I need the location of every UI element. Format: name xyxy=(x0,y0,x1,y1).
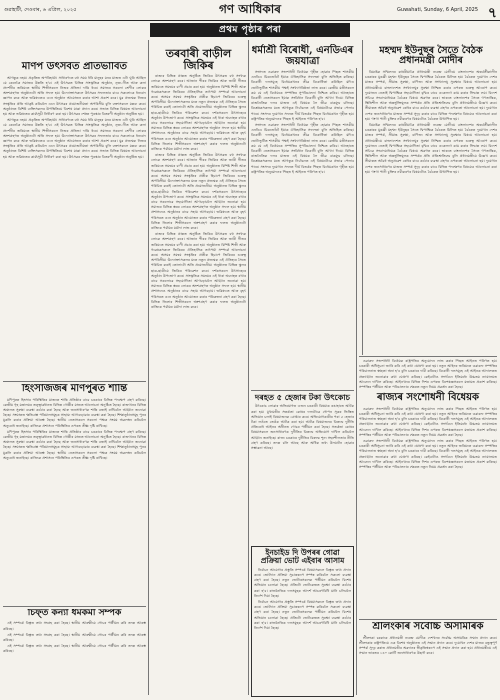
headline: ৰাজ্যৰ সংশোধনী বিধেয়ক xyxy=(376,392,480,404)
headline: ধৰ্মাশ্ৰী বিৰোধী, এনডিএৰ জয়যাত্ৰা xyxy=(251,45,354,67)
article-manipur-peace xyxy=(3,384,146,604)
article-body: সংসদত ওৱাকফ সংশোধনী বিধেয়ক গৃহীত হোৱাৰ পিছত শাসকীয় এনডিএ মিত্ৰজোঁটে ইয়াক ঐতিহাসিক সফলতা বুলি অভিহিত কৰিছে। বিৰোধী দলসমূহে বিধেয়কখনৰ তীব্ৰ বিৰোধিতা কৰিছিল যদিও ভোটাভুটিত শাসকীয় পক্ষই সংখ্যাগৰিষ্ঠতা লাভ কৰে। কেন্দ্ৰীয় মন্ত্ৰীসকলে কয় যে এই বিধেয়কে সম্পত্তিৰ সুপৰিচালনা নিশ্চিত কৰিব। আনহাতে বিৰোধী নেতাসকলে ইয়াক সংবিধান বিৰোধী বুলি আখ্যা দিয়ে। বিভিন্ন ৰাজনৈতিক দলৰ মাজত এই বিষয়ক লৈ তীব্ৰ বাকযুদ্ধ চলিছে। বিশ্লেষকসকলৰ মতে আগন্তুক নিৰ্বাচনত এই বিষয়টোৱে প্ৰভাৱ পেলাব পাৰে। সংসদৰ দুয়োখন সদনত দীৰ্ঘ বিতৰ্কৰ পিছত বিধেয়কখন গৃহীত হয়। ৰাষ্ট্ৰপতিৰ অনুমোদনৰ পিছত ই আইনত পৰিণত হ'ব। সংসদত ওৱাকফ সংশোধনী বিধেয়ক গৃহীত হোৱাৰ পিছত শাসকীয় এনডিএ মিত্ৰজোঁটে ইয়াক ঐতিহাসিক সফলতা বুলি অভিহিত কৰিছে। বিৰোধী দলসমূহে বিধেয়কখনৰ তীব্ৰ বিৰোধিতা কৰিছিল যদিও ভোটাভুটিত শাসকীয় পক্ষই সংখ্যাগৰিষ্ঠতা লাভ কৰে। কেন্দ্ৰীয় মন্ত্ৰীসকলে কয় যে এই বিধেয়কে সম্পত্তিৰ সুপৰিচালনা নিশ্চিত কৰিব। আনহাতে বিৰোধী নেতাসকলে ইয়াক সংবিধান বিৰোধী বুলি আখ্যা দিয়ে। বিভিন্ন ৰাজনৈতিক দলৰ মাজত এই বিষয়ক লৈ তীব্ৰ বাকযুদ্ধ চলিছে। বিশ্লেষকসকলৰ মতে আগন্তুক নিৰ্বাচনত এই বিষয়টোৱে প্ৰভাৱ পেলাব পাৰে। সংসদৰ দুয়োখন সদনত দীৰ্ঘ বিতৰ্কৰ পিছত বিধেয়কখন গৃহীত হয়। ৰাষ্ট্ৰপতিৰ অনুমোদনৰ পিছত ই আইনত পৰিণত হ'ব। xyxy=(251,70,354,174)
article-divider xyxy=(359,356,497,357)
article-body-top: ওৱাকফ সংশোধনী বিধেয়ক ৰাষ্ট্ৰপতিৰ অনুমোদন লাভ কৰাৰ পিছত আইনত পৰিণত হয়। চৰকাৰী অধিসূচনা জাৰি কৰি এই কথা ঘোষণা কৰা হয়। নতুন আইনৰ জৰিয়তে ওৱাকফ সম্পত্তিৰ পৰিচালনাত স্বচ্ছতা অনা হ'ব বুলি চৰকাৰে দাবী কৰিছে। বিৰোধী দলসমূহে এই আইনক আদালতত প্ৰত্যাহ্বান জনোৱাৰ কথা ঘোষণা কৰিছে। কেইবাটাও সংগঠনে ইতিমধ্যে উচ্চতম ন্যায়ালয়ত আবেদন দাখিল কৰিছে। আইনখনৰ বিভিন্ন দিশৰ ওপৰত বিশেষজ্ঞসকলে মতামত প্ৰকাশ কৰিছে। সম্পত্তিৰ পঞ্জীয়ন আৰু পৰিচালনাৰ ক্ষেত্ৰত নতুন নিয়ম প্ৰৱৰ্তন কৰা হৈছে। xyxy=(359,359,497,390)
headline: তৰবাৰী বাড়ীল জিকিৰ xyxy=(165,47,232,72)
article-manipur-festival xyxy=(3,62,146,380)
article-divider xyxy=(251,390,354,391)
column-rule xyxy=(248,40,249,695)
headline: মহম্মদ ইউনুছৰ সৈতে বৈঠক প্ৰধানমন্ত্ৰী মোদীৰ xyxy=(379,45,483,66)
article-modi-yunus xyxy=(365,44,497,354)
section-banner: প্ৰথম পৃষ্ঠাৰ পৰা xyxy=(150,23,350,37)
article-body: মণিপুৰত হিংসাৰ পৰিস্থিতিৰ মাজতে শান্তি প্ৰতিষ্ঠাৰ বাবে চৰকাৰে বিভিন্ন পদক্ষেপ গ্ৰহণ কৰিছে। কেন্দ্ৰীয় গৃহ মন্ত্ৰালয়ৰ তত্ত্বাৱধানত বিভিন্ন গোষ্ঠীৰ মাজত আলোচনা অনুষ্ঠিত হৈছে। ৰাজ্যখনৰ বিভিন্ন অঞ্চলত সুৰক্ষা ব্যৱস্থা কঠোৰ কৰা হৈছে আৰু জনসাধাৰণক শান্তি বজাই ৰাখিবলৈ আহ্বান জনোৱা হৈছে। সংঘাতত ক্ষতিগ্ৰস্ত পৰিয়ালসমূহক সাহায্য আগবঢ়োৱাৰ ব্যৱস্থা কৰা হৈছে। শিক্ষানুষ্ঠানসমূহ পুনৰ মুকলি কৰাৰ প্ৰক্ৰিয়া আৰম্ভ হৈছে। স্থানীয় নেতাসকলে সকলো পক্ষক সংযম অৱলম্বন কৰিবলৈ অনুৰোধ জনাইছে। ৰাজ্যিক প্ৰশাসনে পৰিস্থিতিৰ ওপৰত তীক্ষ্ণ দৃষ্টি ৰাখিছে। মণিপুৰত হিংসাৰ পৰিস্থিতিৰ মাজতে শান্তি প্ৰতিষ্ঠাৰ বাবে চৰকাৰে বিভিন্ন পদক্ষেপ গ্ৰহণ কৰিছে। কেন্দ্ৰীয় গৃহ মন্ত্ৰালয়ৰ তত্ত্বাৱধানত বিভিন্ন গোষ্ঠীৰ মাজত আলোচনা অনুষ্ঠিত হৈছে। ৰাজ্যখনৰ বিভিন্ন অঞ্চলত সুৰক্ষা ব্যৱস্থা কঠোৰ কৰা হৈছে আৰু জনসাধাৰণক শান্তি বজাই ৰাখিবলৈ আহ্বান জনোৱা হৈছে। সংঘাতত ক্ষতিগ্ৰস্ত পৰিয়ালসমূহক সাহায্য আগবঢ়োৱাৰ ব্যৱস্থা কৰা হৈছে। শিক্ষানুষ্ঠানসমূহ পুনৰ মুকলি কৰাৰ প্ৰক্ৰিয়া আৰম্ভ হৈছে। স্থানীয় নেতাসকলে সকলো পক্ষক সংযম অৱলম্বন কৰিবলৈ অনুৰোধ জনাইছে। ৰাজ্যিক প্ৰশাসনে পৰিস্থিতিৰ ওপৰত তীক্ষ্ণ দৃষ্টি ৰাখিছে। xyxy=(3,397,146,460)
article-divider xyxy=(3,606,146,607)
article-bribe xyxy=(251,393,354,543)
article-divider xyxy=(359,619,497,620)
article-body: বিমষ্টেক সন্মিলনৰ কাষৰীয়াকৈ প্ৰধানমন্ত্ৰী নৰেন্দ্ৰ মোদীয়ে বাংলাদেশৰ অন্তৰ্বৰ্তীকালীন চৰকাৰৰ মুৰব্বী মহম্মদ ইউনুছৰ সৈতে দ্বিপাক্ষিক বৈঠকত মিলিত হয়। বৈঠকত দুয়োখন দেশৰ মাজৰ সম্পৰ্ক, সীমান্ত সুৰক্ষা, বাণিজ্য আৰু সংখ্যালঘু সুৰক্ষাৰ বিষয়ে আলোচনা হয়। প্ৰধানমন্ত্ৰীয়ে বাংলাদেশত সংখ্যালঘুৰ সুৰক্ষা নিশ্চিত কৰাৰ ওপৰত গুৰুত্ব আৰোপ কৰে। দুয়োজন নেতাই দ্বিপাক্ষিক সহযোগিতা বৃদ্ধিৰ বাবে একেলগে কাম কৰাৰ সিদ্ধান্ত লয়। বিদেশ সচিৱে সংবাদমাধ্যমক বৈঠকৰ বিষয়ে অৱগত কৰে। ভাৰতে বাংলাদেশৰ সৈতে গণতান্ত্ৰিক, স্থিতিশীল আৰু অন্তৰ্ভুক্তিমূলক সম্পৰ্কৰ প্ৰতি প্ৰতিশ্ৰুতিবদ্ধ বুলি প্ৰধানমন্ত্ৰীয়ে উল্লেখ কৰে। সীমান্তত অবৈধ অনুপ্ৰৱেশ ৰোধৰ বাবে কঠোৰ ব্যৱস্থা গ্ৰহণৰ ওপৰতো আলোচনা হয়। দুয়োখন দেশৰ জনসাধাৰণৰ মাজত সম্পৰ্ক সুদৃঢ় কৰাৰ বাবে বিভিন্ন পদক্ষেপৰ বিষয়েও আলোচনা কৰা হয়। গংগা পানী চুক্তিৰ নবীকৰণৰ বিষয়টোও বৈঠকত উত্থাপিত হয়। বিমষ্টেক সন্মিলনৰ কাষৰীয়াকৈ প্ৰধানমন্ত্ৰী নৰেন্দ্ৰ মোদীয়ে বাংলাদেশৰ অন্তৰ্বৰ্তীকালীন চৰকাৰৰ মুৰব্বী মহম্মদ ইউনুছৰ সৈতে দ্বিপাক্ষিক বৈঠকত মিলিত হয়। বৈঠকত দুয়োখন দেশৰ মাজৰ সম্পৰ্ক, সীমান্ত সুৰক্ষা, বাণিজ্য আৰু সংখ্যালঘু সুৰক্ষাৰ বিষয়ে আলোচনা হয়। প্ৰধানমন্ত্ৰীয়ে বাংলাদেশত সংখ্যালঘুৰ সুৰক্ষা নিশ্চিত কৰাৰ ওপৰত গুৰুত্ব আৰোপ কৰে। দুয়োজন নেতাই দ্বিপাক্ষিক সহযোগিতা বৃদ্ধিৰ বাবে একেলগে কাম কৰাৰ সিদ্ধান্ত লয়। বিদেশ সচিৱে সংবাদমাধ্যমক বৈঠকৰ বিষয়ে অৱগত কৰে। ভাৰতে বাংলাদেশৰ সৈতে গণতান্ত্ৰিক, স্থিতিশীল আৰু অন্তৰ্ভুক্তিমূলক সম্পৰ্কৰ প্ৰতি প্ৰতিশ্ৰুতিবদ্ধ বুলি প্ৰধানমন্ত্ৰীয়ে উল্লেখ কৰে। সীমান্তত অবৈধ অনুপ্ৰৱেশ ৰোধৰ বাবে কঠোৰ ব্যৱস্থা গ্ৰহণৰ ওপৰতো আলোচনা হয়। দুয়োখন দেশৰ জনসাধাৰণৰ মাজত সম্পৰ্ক সুদৃঢ় কৰাৰ বাবে বিভিন্ন পদক্ষেপৰ বিষয়েও আলোচনা কৰা হয়। গংগা পানী চুক্তিৰ নবীকৰণৰ বিষয়টোও বৈঠকত উত্থাপিত হয়। xyxy=(365,69,497,174)
article-body: আগন্তুক নহয়। প্ৰকৃতিত অপৰিহাৰ্য্য। সাধাৰণতে বহু সময় ধৰি মানুহৰ মনৰ মাজত এটা ঘূৰি আছিল যে কেনেকৈ সমাজৰ উন্নতি হ'ব। এই উৎসৱত বিভিন্ন সাংস্কৃতিক অনুষ্ঠান, নৃত্য-গীত আৰু কলা প্ৰদৰ্শনীৰ জৰিয়তে স্থানীয় শিল্পীসকলে নিজৰ প্ৰতিভা দাঙি ধৰে। সমাজৰ সকলো শ্ৰেণীৰ লোকৰ অংশগ্ৰহণত অনুষ্ঠানটো অতি সফল হয়। উদ্যোক্তাসকলে উৎসৱৰ সফলতাৰ বাবে সকলোকে ধন্যবাদ জ্ঞাপন কৰে আৰু ভৱিষ্যতেও এনে অনুষ্ঠান আয়োজন কৰাৰ আশা প্ৰকাশ কৰে। যুৱ প্ৰজন্মক নিজৰ সংস্কৃতিৰ প্ৰতি আকৃষ্ট কৰিবলৈ এনে উৎসৱৰ প্ৰয়োজনীয়তা অপৰিসীম বুলি বক্তাসকলে মন্তব্য কৰে। অনুষ্ঠানত বিশিষ্ট ব্যক্তিসকলৰ উপস্থিতিয়ে বিশেষ মাত্ৰা প্ৰদান কৰে। সভাত বিভিন্ন বিষয়ত আলোচনা হয় আৰু ভৱিষ্যতৰ কাৰ্য্যসূচী নিৰ্ধাৰণ কৰা হয়। উৎসৱৰ শেষত পুৰস্কাৰ বিতৰণী অনুষ্ঠান অনুষ্ঠিত হয়। আগন্তুক নহয়। প্ৰকৃতিত অপৰিহাৰ্য্য। সাধাৰণতে বহু সময় ধৰি মানুহৰ মনৰ মাজত এটা ঘূৰি আছিল যে কেনেকৈ সমাজৰ উন্নতি হ'ব। এই উৎসৱত বিভিন্ন সাংস্কৃতিক অনুষ্ঠান, নৃত্য-গীত আৰু কলা প্ৰদৰ্শনীৰ জৰিয়তে স্থানীয় শিল্পীসকলে নিজৰ প্ৰতিভা দাঙি ধৰে। সমাজৰ সকলো শ্ৰেণীৰ লোকৰ অংশগ্ৰহণত অনুষ্ঠানটো অতি সফল হয়। উদ্যোক্তাসকলে উৎসৱৰ সফলতাৰ বাবে সকলোকে ধন্যবাদ জ্ঞাপন কৰে আৰু ভৱিষ্যতেও এনে অনুষ্ঠান আয়োজন কৰাৰ আশা প্ৰকাশ কৰে। যুৱ প্ৰজন্মক নিজৰ সংস্কৃতিৰ প্ৰতি আকৃষ্ট কৰিবলৈ এনে উৎসৱৰ প্ৰয়োজনীয়তা অপৰিসীম বুলি বক্তাসকলে মন্তব্য কৰে। অনুষ্ঠানত বিশিষ্ট ব্যক্তিসকলৰ উপস্থিতিয়ে বিশেষ মাত্ৰা প্ৰদান কৰে। সভাত বিভিন্ন বিষয়ত আলোচনা হয় আৰু ভৱিষ্যতৰ কাৰ্য্যসূচী নিৰ্ধাৰণ কৰা হয়। উৎসৱৰ শেষত পুৰস্কাৰ বিতৰণী অনুষ্ঠান অনুষ্ঠিত হয়। xyxy=(3,75,146,159)
article-body: এই সম্পৰ্কে বিস্তৃত তথ্য সংগ্ৰহ কৰা হৈছে। স্থানীয় আৰক্ষীয়ে গোচৰ পঞ্জীয়ন কৰি তদন্ত আৰম্ভ কৰিছে। এই সম্পৰ্কে বিস্তৃত তথ্য সংগ্ৰহ কৰা হৈছে। স্থানীয় আৰক্ষীয়ে গোচৰ পঞ্জীয়ন কৰি তদন্ত আৰম্ভ কৰিছে। এই সম্পৰ্কে বিস্তৃত তথ্য সংগ্ৰহ কৰা হৈছে। স্থানীয় আৰক্ষীয়ে গোচৰ পঞ্জীয়ন কৰি তদন্ত আৰম্ভ কৰিছে। xyxy=(3,621,146,654)
article-nda xyxy=(251,44,354,389)
masthead-date-english: Guwahati, Sunday, 6 April, 2025 xyxy=(397,7,478,13)
headline: চিফ্‌ত কন্যা ধৰ্মকৰ্মী সম্পৰ্ক xyxy=(27,609,122,618)
article-srilanka xyxy=(359,622,497,697)
column-rule xyxy=(362,40,363,355)
article-body: শ্ৰীলংকা চৰকাৰে প্ৰধানমন্ত্ৰী নৰেন্দ্ৰ মোদীক দেশখনৰ সৰ্বোচ্চ অসামৰিক সন্মান প্ৰদান কৰে। শ্ৰীলংকাৰ ৰাষ্ট্ৰপতিয়ে এক বিশেষ অনুষ্ঠানত এই সন্মান প্ৰদান কৰে। দুয়োখন দেশৰ মাজৰ বন্ধুত্বপূৰ্ণ সম্পৰ্ক সুদৃঢ় কৰাত প্ৰধানমন্ত্ৰীৰ অৱদানৰ স্বীকৃতিস্বৰূপে এই সন্মান প্ৰদান কৰা হয়। প্ৰধানমন্ত্ৰীয়ে এই সন্মান ভাৰতৰ ১৪০ কোটি জনসাধাৰণক উছৰ্গা কৰে। xyxy=(359,635,497,656)
headline: শ্ৰীলংকাৰ সৰ্বোচ্চ অসামৰিক xyxy=(372,622,484,632)
article-divider xyxy=(3,381,146,382)
masthead xyxy=(0,0,500,21)
article-chief-daughter xyxy=(3,609,146,697)
article-body: উৎকোচ লোৱাৰ অভিযোগত এজন চৰকাৰী বিষয়াক ৰঙাহাতে আটক কৰা হয়। মুখ্যমন্ত্ৰীৰ সতৰ্কতা কোষৰ দলটোৱে গোপন সূত্ৰৰ ভিত্তিত অভিযান চলাই বিষয়াজনক গ্ৰেপ্তাৰ কৰে। অভিযোগকাৰীৰ পৰা ৫ হেজাৰ টকা লওঁতে তেওঁক আটক কৰা হয়। আটক বিষয়াজনৰ বিৰুদ্ধে দুৰ্নীতি প্ৰতিৰোধ আইনৰ অধীনত গোচৰ পঞ্জীয়ন কৰা হৈছে। সতৰ্কতা কোষৰ বিষয়াসকলে জনসাধাৰণক দুৰ্নীতিৰ বিৰুদ্ধে অভিযোগ দাখিল কৰিবলৈ আহ্বান জনাইছে। ৰাজ্য চৰকাৰে দুৰ্নীতিৰ বিৰুদ্ধে শূন্য সহনশীলতাৰ নীতি গ্ৰহণ কৰিছে। তদন্ত চলি আছে আৰু অধিক তথ্য উদঘাটন হোৱাৰ সম্ভাৱনা আছে। xyxy=(251,404,354,451)
headline: ইনচাইড দি উপৰৰ গোৱা প্ৰক্ৰিয়া ভোট এইবাৰ আসাম xyxy=(260,548,345,565)
headline: মণিপ উৎসবত প্ৰতিভাবিত xyxy=(21,62,128,72)
article-body: ওৱাকফ সংশোধনী বিধেয়ক ৰাষ্ট্ৰপতিৰ অনুমোদন লাভ কৰাৰ পিছত আইনত পৰিণত হয়। চৰকাৰী অধিসূচনা জাৰি কৰি এই কথা ঘোষণা কৰা হয়। নতুন আইনৰ জৰিয়তে ওৱাকফ সম্পত্তিৰ পৰিচালনাত স্বচ্ছতা অনা হ'ব বুলি চৰকাৰে দাবী কৰিছে। বিৰোধী দলসমূহে এই আইনক আদালতত প্ৰত্যাহ্বান জনোৱাৰ কথা ঘোষণা কৰিছে। কেইবাটাও সংগঠনে ইতিমধ্যে উচ্চতম ন্যায়ালয়ত আবেদন দাখিল কৰিছে। আইনখনৰ বিভিন্ন দিশৰ ওপৰত বিশেষজ্ঞসকলে মতামত প্ৰকাশ কৰিছে। সম্পত্তিৰ পঞ্জীয়ন আৰু পৰিচালনাৰ ক্ষেত্ৰত নতুন নিয়ম প্ৰৱৰ্তন কৰা হৈছে। ওৱাকফ সংশোধনী বিধেয়ক ৰাষ্ট্ৰপতিৰ অনুমোদন লাভ কৰাৰ পিছত আইনত পৰিণত হয়। চৰকাৰী অধিসূচনা জাৰি কৰি এই কথা ঘোষণা কৰা হয়। নতুন আইনৰ জৰিয়তে ওৱাকফ সম্পত্তিৰ পৰিচালনাত স্বচ্ছতা অনা হ'ব বুলি চৰকাৰে দাবী কৰিছে। বিৰোধী দলসমূহে এই আইনক আদালতত প্ৰত্যাহ্বান জনোৱাৰ কথা ঘোষণা কৰিছে। কেইবাটাও সংগঠনে ইতিমধ্যে উচ্চতম ন্যায়ালয়ত আবেদন দাখিল কৰিছে। আইনখনৰ বিভিন্ন দিশৰ ওপৰত বিশেষজ্ঞসকলে মতামত প্ৰকাশ কৰিছে। সম্পত্তিৰ পঞ্জীয়ন আৰু পৰিচালনাৰ ক্ষেত্ৰত নতুন নিয়ম প্ৰৱৰ্তন কৰা হৈছে। xyxy=(359,406,497,469)
column-rule xyxy=(148,40,149,695)
article-zikir xyxy=(151,44,246,697)
headline: দৰহত ৫ হেজাৰ টকা উৎকোচ xyxy=(255,393,350,402)
masthead-date-assamese: গুৱাহাটী, দেওবাৰ, ৬ এপ্ৰিল, ২০২৫ xyxy=(4,7,77,13)
newspaper-logo: গণ আধিকাৰ xyxy=(218,2,282,16)
page-number: ৭ xyxy=(487,5,497,21)
article-election xyxy=(251,546,354,697)
column-rule xyxy=(356,68,357,695)
headline: হিংসাজৰ্জৰ মণিপুৰত শান্তি xyxy=(21,384,128,394)
article-body: ৰাজ্যৰ বিভিন্ন প্ৰান্তত অনুষ্ঠিত জিকিৰ উৎসৱত বহু সংখ্যক লোকে অংশগ্ৰহণ কৰে। আজান পীৰৰ জিকিৰ আৰু জাৰী গীতৰ জৰিয়তে সমন্বয়ৰ বাণী প্ৰচাৰ কৰা হয়। অনুষ্ঠানত বিশিষ্ট শিল্পী আৰু গৱেষকসকলে জিকিৰৰ ঐতিহাসিক তাৎপৰ্য্য সম্পৰ্কে আলোচনা কৰে। অসমৰ সমন্বয় সংস্কৃতিৰ প্ৰতীক হিচাপে জিকিৰৰ গুৰুত্ব অপৰিসীম। উদ্যোক্তাসকলৰ মতে নতুন প্ৰজন্মক এই ঐতিহ্যৰ সৈতে পৰিচিত কৰাই তোলাটো অতি প্ৰয়োজনীয়। অনুষ্ঠানত বিভিন্ন স্কুলৰ ছাত্ৰ-ছাত্ৰীয়ে জিকিৰ পৰিৱেশন কৰে। দৰ্শকসকলে উৎসাহেৰে অনুষ্ঠান উপভোগ কৰে। সাংস্কৃতিক সমন্বয়ৰ এই ধাৰা অব্যাহত ৰখাৰ বাবে সকলোৱে সহযোগিতা আগবঢ়াবলৈ আহ্বান জনোৱা হয়। সমাজৰ বিভিন্ন স্তৰৰ লোকৰ অংশগ্ৰহণত অনুষ্ঠান সফল হয়। স্থানীয় প্ৰশাসনেও অনুষ্ঠানৰ বাবে সহায় আগবঢ়ায়। ভৱিষ্যতে আৰু বৃহৎ পৰিসৰত এনে অনুষ্ঠান আয়োজন কৰাৰ পৰিকল্পনা গ্ৰহণ কৰা হৈছে। বিভিন্ন জিলাৰ শিল্পীসকলে অংশগ্ৰহণ কৰাৰ ফলত অনুষ্ঠানটো ৰাজ্যিক পৰ্যায়ৰ মৰ্যাদা লাভ কৰে। ৰাজ্যৰ বিভিন্ন প্ৰান্তত অনুষ্ঠিত জিকিৰ উৎসৱত বহু সংখ্যক লোকে অংশগ্ৰহণ কৰে। আজান পীৰৰ জিকিৰ আৰু জাৰী গীতৰ জৰিয়তে সমন্বয়ৰ বাণী প্ৰচাৰ কৰা হয়। অনুষ্ঠানত বিশিষ্ট শিল্পী আৰু গৱেষকসকলে জিকিৰৰ ঐতিহাসিক তাৎপৰ্য্য সম্পৰ্কে আলোচনা কৰে। অসমৰ সমন্বয় সংস্কৃতিৰ প্ৰতীক হিচাপে জিকিৰৰ গুৰুত্ব অপৰিসীম। উদ্যোক্তাসকলৰ মতে নতুন প্ৰজন্মক এই ঐতিহ্যৰ সৈতে পৰিচিত কৰাই তোলাটো অতি প্ৰয়োজনীয়। অনুষ্ঠানত বিভিন্ন স্কুলৰ ছাত্ৰ-ছাত্ৰীয়ে জিকিৰ পৰিৱেশন কৰে। দৰ্শকসকলে উৎসাহেৰে অনুষ্ঠান উপভোগ কৰে। সাংস্কৃতিক সমন্বয়ৰ এই ধাৰা অব্যাহত ৰখাৰ বাবে সকলোৱে সহযোগিতা আগবঢ়াবলৈ আহ্বান জনোৱা হয়। সমাজৰ বিভিন্ন স্তৰৰ লোকৰ অংশগ্ৰহণত অনুষ্ঠান সফল হয়। স্থানীয় প্ৰশাসনেও অনুষ্ঠানৰ বাবে সহায় আগবঢ়ায়। ভৱিষ্যতে আৰু বৃহৎ পৰিসৰত এনে অনুষ্ঠান আয়োজন কৰাৰ পৰিকল্পনা গ্ৰহণ কৰা হৈছে। বিভিন্ন জিলাৰ শিল্পীসকলে অংশগ্ৰহণ কৰাৰ ফলত অনুষ্ঠানটো ৰাজ্যিক পৰ্যায়ৰ মৰ্যাদা লাভ কৰে। ৰাজ্যৰ বিভিন্ন প্ৰান্তত অনুষ্ঠিত জিকিৰ উৎসৱত বহু সংখ্যক লোকে অংশগ্ৰহণ কৰে। আজান পীৰৰ জিকিৰ আৰু জাৰী গীতৰ জৰিয়তে সমন্বয়ৰ বাণী প্ৰচাৰ কৰা হয়। অনুষ্ঠানত বিশিষ্ট শিল্পী আৰু গৱেষকসকলে জিকিৰৰ ঐতিহাসিক তাৎপৰ্য্য সম্পৰ্কে আলোচনা কৰে। অসমৰ সমন্বয় সংস্কৃতিৰ প্ৰতীক হিচাপে জিকিৰৰ গুৰুত্ব অপৰিসীম। উদ্যোক্তাসকলৰ মতে নতুন প্ৰজন্মক এই ঐতিহ্যৰ সৈতে পৰিচিত কৰাই তোলাটো অতি প্ৰয়োজনীয়। অনুষ্ঠানত বিভিন্ন স্কুলৰ ছাত্ৰ-ছাত্ৰীয়ে জিকিৰ পৰিৱেশন কৰে। দৰ্শকসকলে উৎসাহেৰে অনুষ্ঠান উপভোগ কৰে। সাংস্কৃতিক সমন্বয়ৰ এই ধাৰা অব্যাহত ৰখাৰ বাবে সকলোৱে সহযোগিতা আগবঢ়াবলৈ আহ্বান জনোৱা হয়। সমাজৰ বিভিন্ন স্তৰৰ লোকৰ অংশগ্ৰহণত অনুষ্ঠান সফল হয়। স্থানীয় প্ৰশাসনেও অনুষ্ঠানৰ বাবে সহায় আগবঢ়ায়। ভৱিষ্যতে আৰু বৃহৎ পৰিসৰত এনে অনুষ্ঠান আয়োজন কৰাৰ পৰিকল্পনা গ্ৰহণ কৰা হৈছে। বিভিন্ন জিলাৰ শিল্পীসকলে অংশগ্ৰহণ কৰাৰ ফলত অনুষ্ঠানটো ৰাজ্যিক পৰ্যায়ৰ মৰ্যাদা লাভ কৰে। xyxy=(151,74,246,310)
article-waqf-bill xyxy=(359,359,497,617)
article-body: নিৰ্বাচন আয়োগৰ প্ৰস্তুতি সম্পৰ্কে বিষয়াসকলে বিস্তৃত তথ্য প্ৰদান কৰে। ভোটদান প্ৰক্ৰিয়া সুচাৰুৰূপে সম্পন্ন কৰিবলৈ সকলো ব্যৱস্থা গ্ৰহণ কৰা হৈছে। নতুন ভোটাৰসকলক পঞ্জীয়ন কৰিবলৈ বিশেষ অভিযান চলোৱা হৈছে। প্ৰতিটো ভোটকেন্দ্ৰত সুৰক্ষা ব্যৱস্থা কঠোৰ কৰা হ'ব। ৰাজনৈতিক দলসমূহক আদৰ্শ আচৰণবিধি মানি চলিবলৈ নিৰ্দেশ দিয়া হৈছে। নিৰ্বাচন আয়োগৰ প্ৰস্তুতি সম্পৰ্কে বিষয়াসকলে বিস্তৃত তথ্য প্ৰদান কৰে। ভোটদান প্ৰক্ৰিয়া সুচাৰুৰূপে সম্পন্ন কৰিবলৈ সকলো ব্যৱস্থা গ্ৰহণ কৰা হৈছে। নতুন ভোটাৰসকলক পঞ্জীয়ন কৰিবলৈ বিশেষ অভিযান চলোৱা হৈছে। প্ৰতিটো ভোটকেন্দ্ৰত সুৰক্ষা ব্যৱস্থা কঠোৰ কৰা হ'ব। ৰাজনৈতিক দলসমূহক আদৰ্শ আচৰণবিধি মানি চলিবলৈ নিৰ্দেশ দিয়া হৈছে। xyxy=(254,567,351,630)
